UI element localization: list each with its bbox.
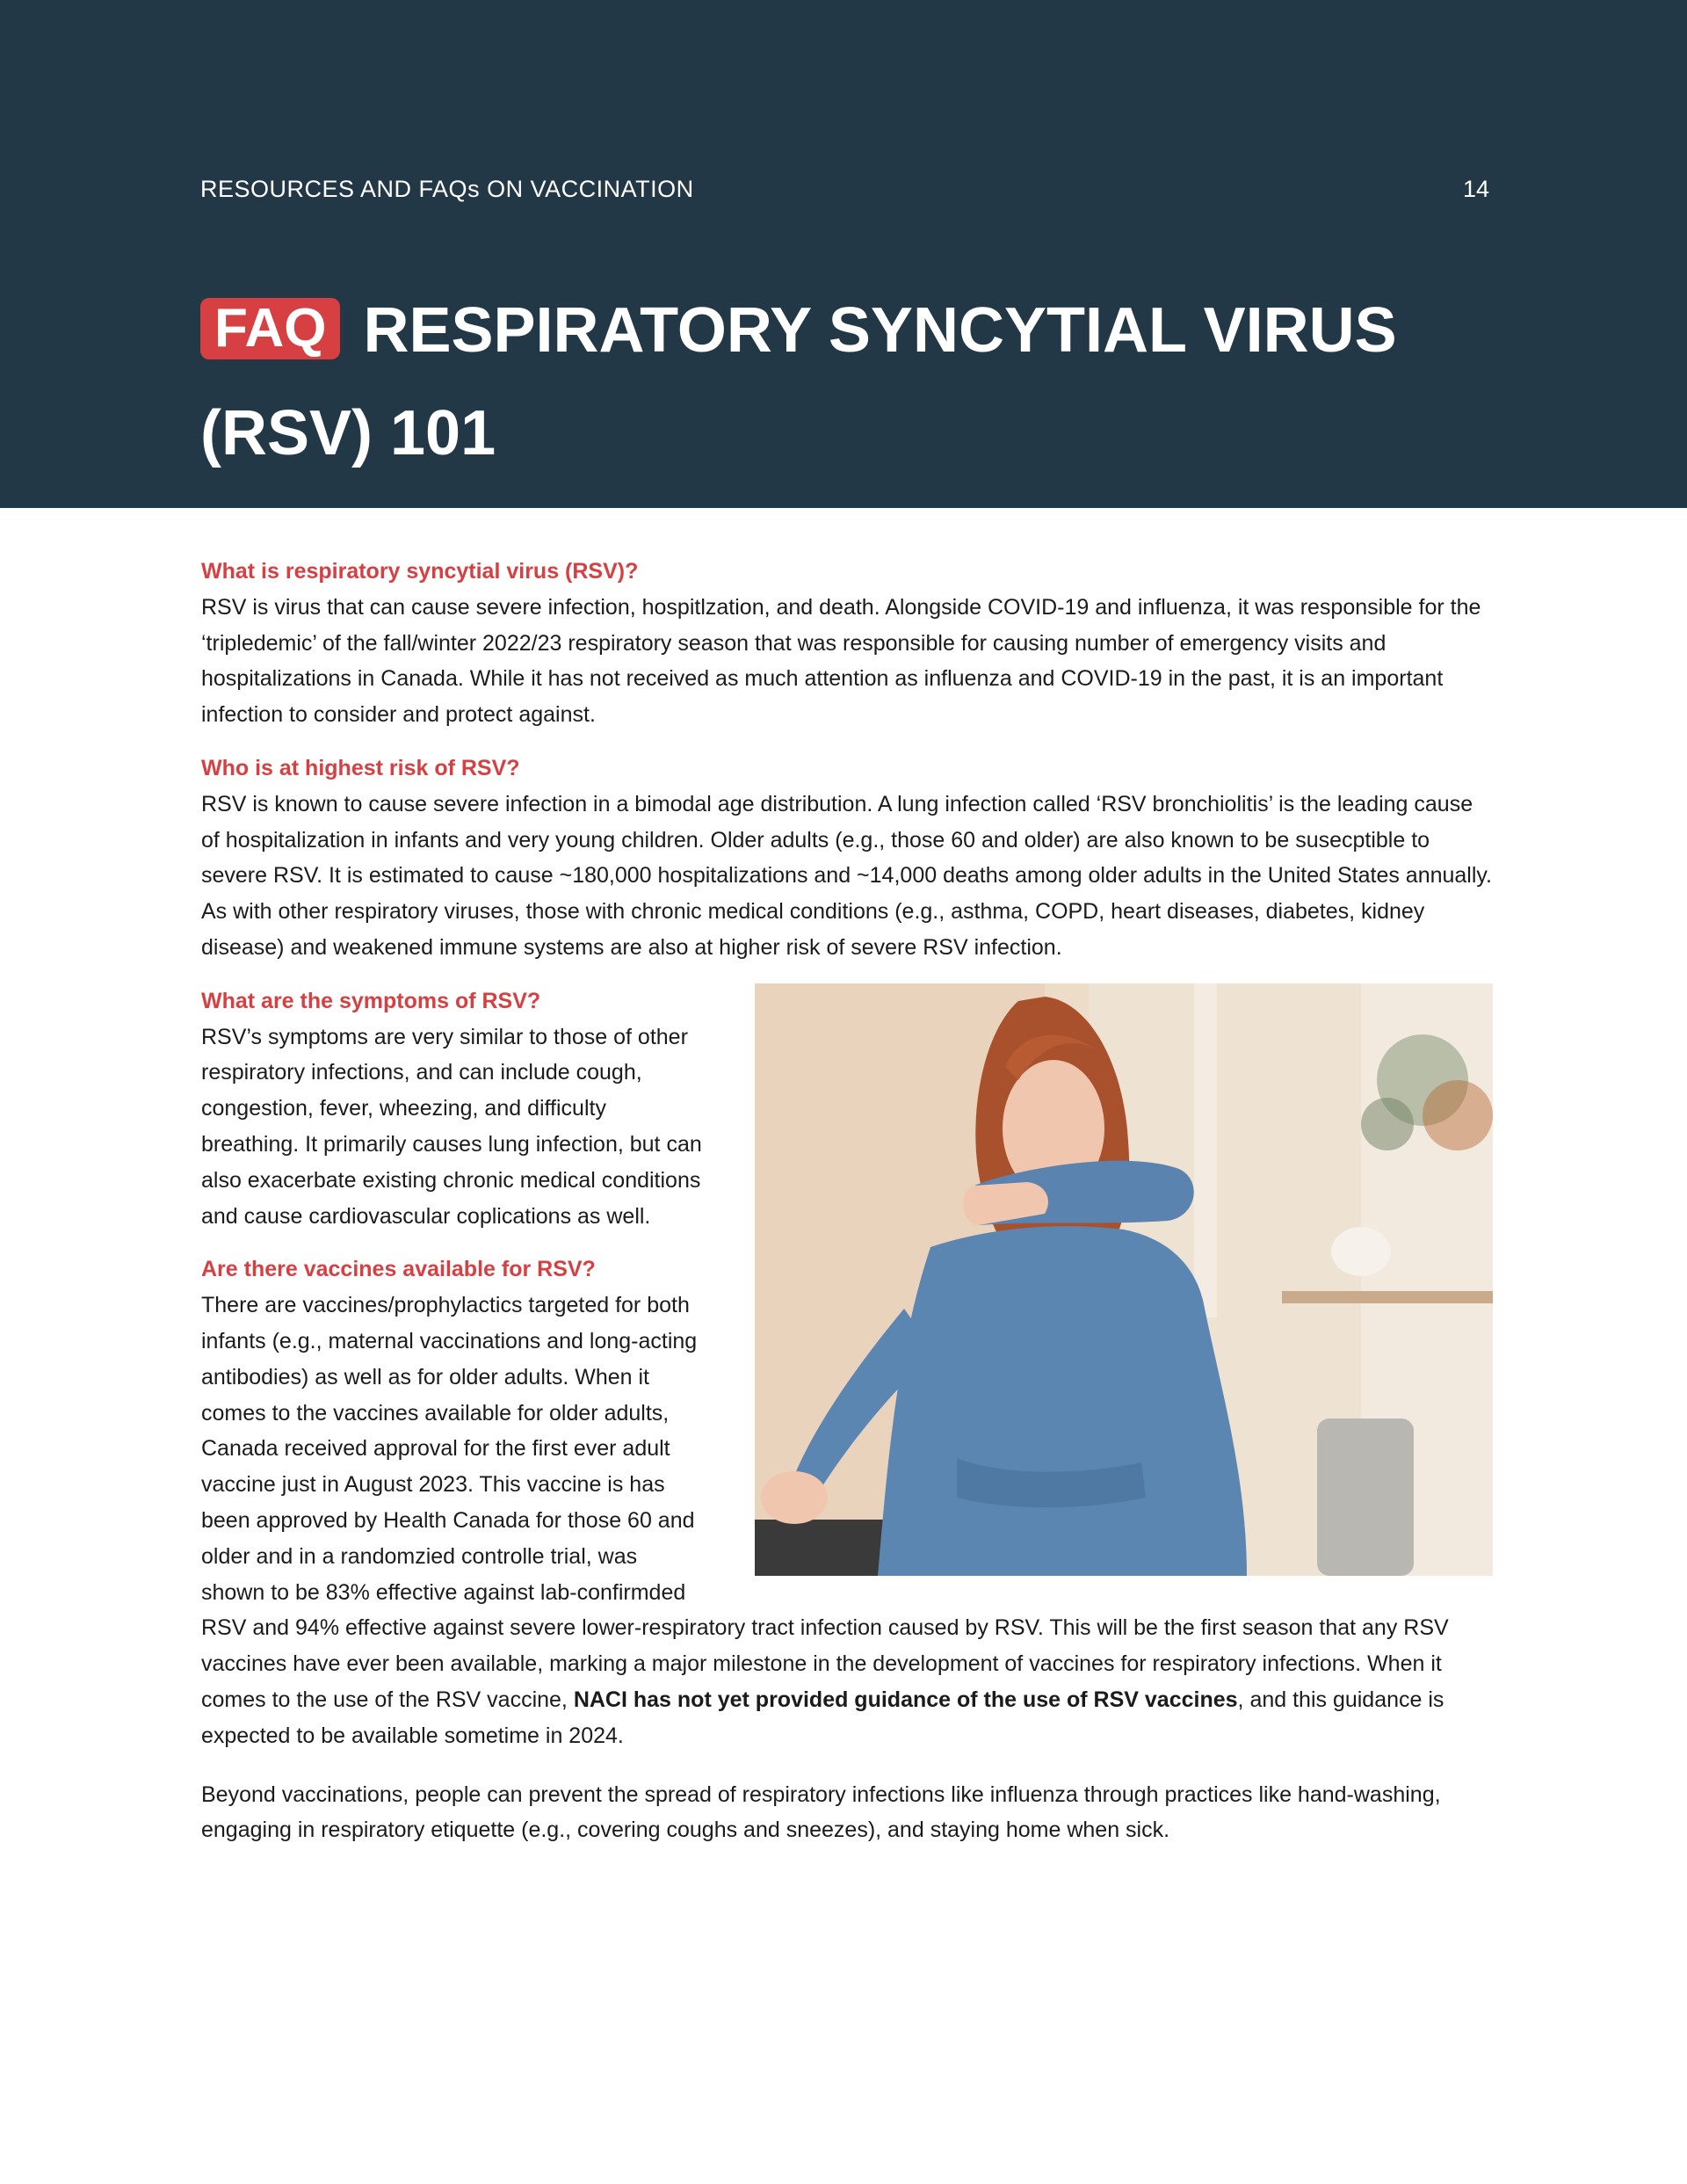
photo-illustration — [755, 983, 1493, 1576]
woman-coughing-photo — [755, 983, 1493, 1576]
answer-what-is-rsv: RSV is virus that can cause severe infection, hospitlzation, and death. Alongside COVID-19 and influenza, it was responsible for the ‘tripledemic’ of the fall/winter 2022/23 respiratory season that was responsible for causing number of emergency visits and hospitalizations in Canada. While it has not received as much attention as influenza and COVID-19 in the past, it is an important infection to consider and protect against. — [201, 594, 1481, 728]
article-body — [201, 554, 1493, 1866]
question-symptoms: What are the symptoms of RSV? — [201, 988, 541, 1013]
answer-highest-risk: RSV is known to cause severe infection in a bimodal age distribution. A lung infection called ‘RSV bronchiolitis’ is the leading cause of hospitalization in infants and very young children. Older adults (e.g., those 60 and older) are also known to be susecptible to severe RSV. It is estimated to cause ~180,000 hospitalizations and ~14,000 deaths among older adults in the United States annually. As with other respiratory viruses, those with chronic medical conditions (e.g., asthma, COPD, heart diseases, diabetes, kidney disease) and weakened immune systems are also at higher risk of severe RSV infection. — [201, 791, 1493, 960]
answer-vaccines-emphasis: NACI has not yet provided guidance of the use of RSV vaccines — [573, 1687, 1238, 1712]
faq-badge: FAQ — [200, 298, 340, 359]
question-highest-risk: Who is at highest risk of RSV? — [201, 755, 520, 780]
question-what-is-rsv: What is respiratory syncytial virus (RSV)? — [201, 559, 639, 584]
question-vaccines: Are there vaccines available for RSV? — [201, 1257, 596, 1282]
answer-vaccines-text-1: There are vaccines/prophylactics targeted for both infants (e.g., maternal vaccinations and long-acting antibodies) as well as for older adults. When it comes to the vaccines available for older adults, Canada received approval for the first ever adult vaccine just in August 2023. This vaccine is has been approved by Health Canada for those 60 and older and in a randomzied controlle trial, was shown to be 83% effective against lab-confirmded RSV and 94% effective against severe lower-respiratory tract infection caused by RSV. This will be the first season that any RSV vaccines have ever been available, marking a major milestone in the development of vaccines for respiratory infections. When it comes to the use of the RSV vaccine, — [201, 1293, 1449, 1712]
title-text-2: (RSV) 101 — [200, 398, 496, 468]
running-head: RESOURCES AND FAQs ON VACCINATION — [200, 176, 694, 202]
page-number: 14 — [1462, 176, 1489, 202]
closing-paragraph: Beyond vaccinations, people can prevent the spread of respiratory infections like influenza through practices like hand-washing, engaging in respiratory etiquette (e.g., covering coughs and sneezes), and staying home when sick. — [201, 1781, 1441, 1843]
title-line-1 — [200, 279, 1492, 382]
answer-symptoms: RSV’s symptoms are very similar to those of other respiratory infections, and can include cough, congestion, fever, wheezing, and difficulty breathing. It primarily causes lung infection, but can also exacerbate existing chronic medical conditions and cause cardiovascular coplications as well. — [201, 1024, 702, 1229]
title-text-1: RESPIRATORY SYNCYTIAL VIRUS — [363, 295, 1397, 366]
page-title — [200, 279, 1492, 485]
page-header — [0, 0, 1687, 508]
answer-vaccines-text-2: , and this guidance is expected to be available sometime in 2024. — [201, 1687, 1444, 1748]
